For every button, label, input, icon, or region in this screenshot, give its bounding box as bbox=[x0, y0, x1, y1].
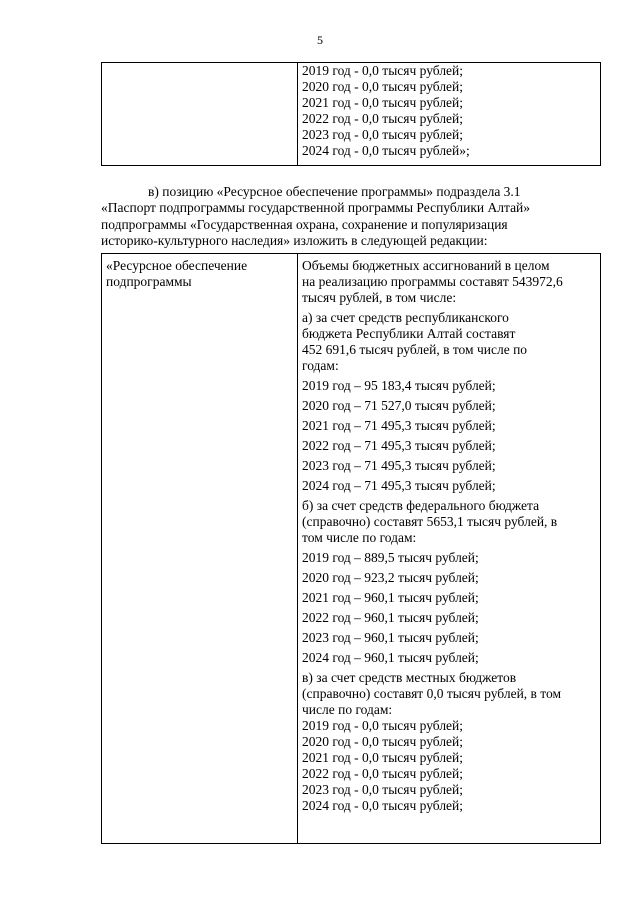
top-table-right-cell bbox=[298, 63, 601, 166]
federal-heading-line: б) за счет средств федерального бюджета bbox=[302, 498, 540, 513]
top-table-line: 2023 год - 0,0 тысяч рублей; bbox=[302, 127, 464, 142]
local-year-line: 2022 год - 0,0 тысяч рублей; bbox=[302, 766, 464, 781]
republic-year-line: 2020 год – 71 527,0 тысяч рублей; bbox=[302, 398, 496, 413]
top-table-line: 2019 год - 0,0 тысяч рублей; bbox=[302, 63, 464, 78]
republic-heading-line: годам: bbox=[302, 358, 339, 373]
federal-year-line: 2020 год – 923,2 тысяч рублей; bbox=[302, 570, 479, 585]
republic-heading-line: бюджета Республики Алтай составят bbox=[302, 326, 516, 341]
federal-year-line: 2019 год – 889,5 тысяч рублей; bbox=[302, 550, 479, 565]
federal-heading-line: том числе по годам: bbox=[302, 530, 417, 545]
top-table bbox=[101, 62, 601, 166]
local-year-line: 2024 год - 0,0 тысяч рублей; bbox=[302, 798, 464, 813]
top-table-line: 2022 год - 0,0 тысяч рублей; bbox=[302, 111, 464, 126]
intro-line: тысяч рублей, в том числе: bbox=[302, 290, 457, 305]
paragraph-line: подпрограммы «Государственная охрана, сохранение и популяризация bbox=[101, 216, 508, 232]
top-table-line: 2024 год - 0,0 тысяч рублей»; bbox=[302, 143, 470, 158]
top-table-line: 2020 год - 0,0 тысяч рублей; bbox=[302, 79, 464, 94]
republic-heading-line: 452 691,6 тысяч рублей, в том числе по bbox=[302, 342, 528, 357]
top-table-line: 2021 год - 0,0 тысяч рублей; bbox=[302, 95, 464, 110]
amendment-paragraph bbox=[101, 184, 601, 250]
republic-year-line: 2021 год – 71 495,3 тысяч рублей; bbox=[302, 418, 496, 433]
federal-heading-line: (справочно) составят 5653,1 тысяч рублей, в bbox=[302, 514, 558, 529]
resource-label-line: подпрограммы bbox=[106, 274, 192, 289]
paragraph-line: историко-культурного наследия» изложить в следующей редакции: bbox=[101, 233, 488, 249]
resource-content-cell bbox=[298, 254, 601, 844]
republic-year-line: 2023 год – 71 495,3 тысяч рублей; bbox=[302, 458, 496, 473]
local-heading-line: в) за счет средств местных бюджетов bbox=[302, 670, 517, 685]
republic-year-line: 2022 год – 71 495,3 тысяч рублей; bbox=[302, 438, 496, 453]
federal-year-line: 2022 год – 960,1 тысяч рублей; bbox=[302, 610, 479, 625]
federal-year-line: 2023 год – 960,1 тысяч рублей; bbox=[302, 630, 479, 645]
page-number: 5 bbox=[317, 33, 323, 47]
republic-year-line: 2019 год – 95 183,4 тысяч рублей; bbox=[302, 378, 496, 393]
resource-table bbox=[101, 253, 601, 844]
federal-year-line: 2021 год – 960,1 тысяч рублей; bbox=[302, 590, 479, 605]
local-year-line: 2021 год - 0,0 тысяч рублей; bbox=[302, 750, 464, 765]
local-year-line: 2023 год - 0,0 тысяч рублей; bbox=[302, 782, 464, 797]
paragraph-line: «Паспорт подпрограммы государственной программы Республики Алтай» bbox=[101, 200, 531, 216]
top-table-left-cell bbox=[102, 63, 298, 166]
republic-heading-line: а) за счет средств республиканского bbox=[302, 310, 509, 325]
intro-line: на реализацию программы составят 543972,6 bbox=[302, 274, 563, 289]
resource-label-line: «Ресурсное обеспечение bbox=[106, 258, 248, 273]
resource-label-cell bbox=[102, 254, 298, 844]
local-year-line: 2020 год - 0,0 тысяч рублей; bbox=[302, 734, 464, 749]
local-heading-line: (справочно) составят 0,0 тысяч рублей, в том bbox=[302, 686, 562, 701]
local-heading-line: числе по годам: bbox=[302, 702, 393, 717]
local-year-line: 2019 год - 0,0 тысяч рублей; bbox=[302, 718, 464, 733]
republic-year-line: 2024 год – 71 495,3 тысяч рублей; bbox=[302, 478, 496, 493]
intro-line: Объемы бюджетных ассигнований в целом bbox=[302, 258, 550, 273]
paragraph-line: в) позицию «Ресурсное обеспечение программы» подраздела 3.1 bbox=[148, 184, 521, 199]
federal-year-line: 2024 год – 960,1 тысяч рублей; bbox=[302, 650, 479, 665]
